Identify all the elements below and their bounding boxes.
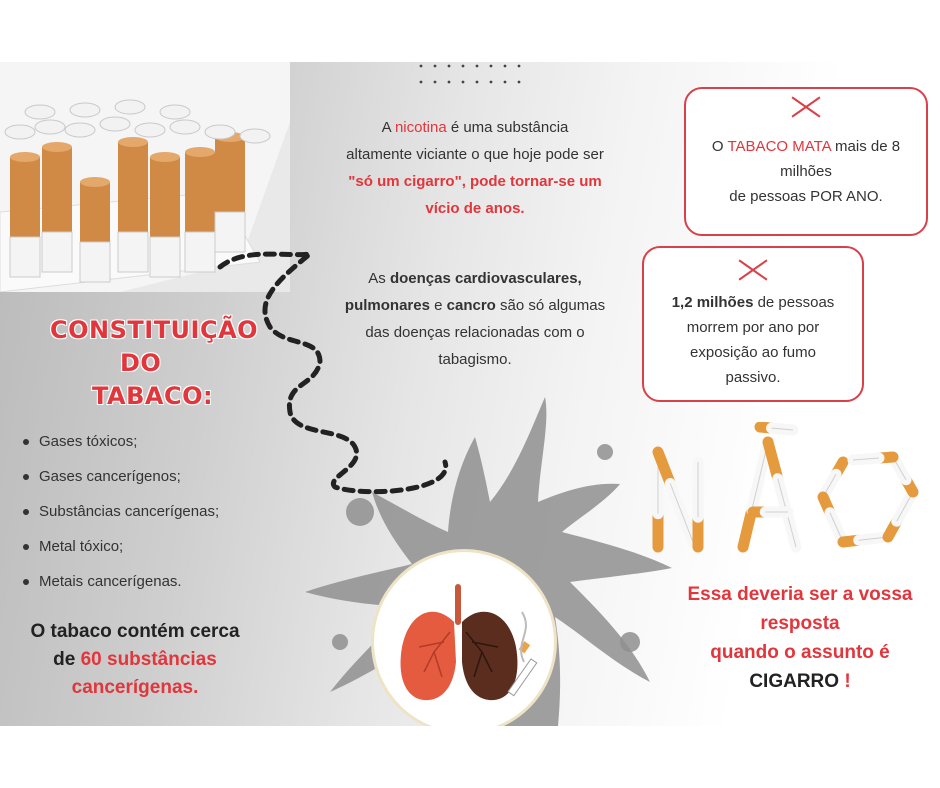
nao-cigarette-letters [648, 422, 923, 562]
diseases-paragraph: As doenças cardiovasculares, pulmonares e cancro são só algumas das doenças relacionadas com o tabagismo. [344, 270, 606, 368]
dot-grid-decoration [417, 62, 527, 90]
substances-list [20, 430, 219, 605]
nicotine-highlight: nicotina [394, 119, 447, 136]
nicotine-paragraph: A nicotina é uma substância altamente viciante o que hoje pode ser "só um cigarro", pode tornar-se um vício de anos. [346, 119, 604, 217]
answer-text: Essa deveria ser a vossa resposta quando o assunto é CIGARRO ! [687, 584, 913, 692]
list-item: Substâncias cancerígenas; [20, 500, 219, 535]
list-item: Gases tóxicos; [20, 430, 219, 465]
list-item: Metais cancerígenas. [20, 570, 219, 605]
constitution-heading: CONSTITUIÇÃO DO TABACO: [50, 316, 259, 410]
passive-smoke-box: 1,2 milhões de pessoas morrem por ano por exposição ao fumo passivo. [642, 246, 864, 402]
list-item: Metal tóxico; [20, 535, 219, 570]
tobacco-kills-box: O TABACO MATA mais de 8 milhões de pessoas POR ANO. [684, 87, 928, 236]
list-item: Gases cancerígenos; [20, 465, 219, 500]
substances-count-text: O tabaco contém cerca de 60 substâncias cancerígenas. [30, 621, 240, 698]
poster [0, 62, 940, 726]
x-mark-icon [789, 95, 823, 119]
lungs-illustration [371, 549, 557, 726]
x-mark-icon [736, 258, 770, 282]
